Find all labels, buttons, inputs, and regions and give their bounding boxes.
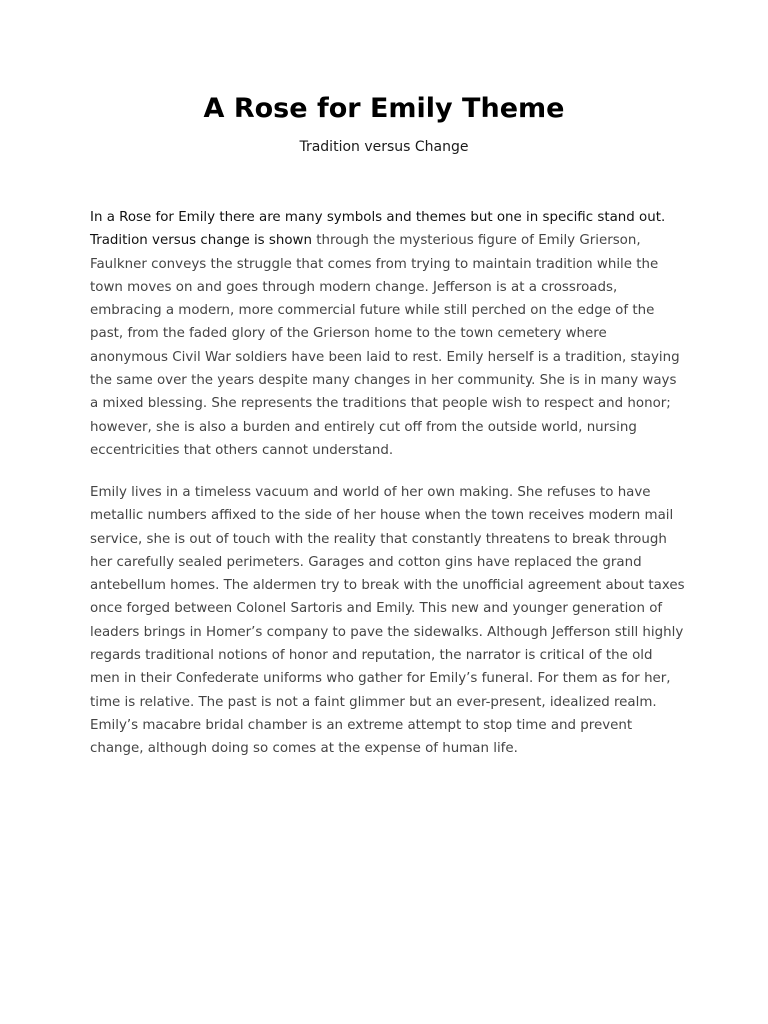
paragraph-1 — [90, 206, 685, 462]
paragraph-1-lead: In a Rose for Emily there are many symbols and themes but one in specific stand out. Tradition versus change is shown — [90, 210, 666, 249]
document-title: A Rose for Emily Theme — [203, 93, 565, 124]
paragraph-2: Emily lives in a timeless vacuum and world of her own making. She refuses to have metallic numbers affixed to the side of her house when the town receives modern mail service, she is out of touch with the reality that constantly threatens to break through her carefully sealed perimeters. Garages and cotton gins have replaced the grand antebellum homes. The aldermen try to break with the unofficial agreement about taxes once forged between Colonel Sartoris and Emily. This new and younger generation of leaders brings in Homer’s company to pave the sidewalks. Although Jefferson still highly regards traditional notions of honor and reputation, the narrator is critical of the old men in their Confederate uniforms who gather for Emily’s funeral. For them as for her, time is relative. The past is not a faint glimmer but an ever-present, idealized realm. Emily’s macabre bridal chamber is an extreme attempt to stop time and prevent change, although doing so comes at the expense of human life. — [90, 485, 685, 757]
document-subtitle: Tradition versus Change — [299, 139, 469, 155]
paragraph-1-text: through the mysterious figure of Emily Grierson, Faulkner conveys the struggle that comes from trying to maintain tradition while the town moves on and goes through modern change. Jefferson is at a crossroads, embracing a modern, more commercial future while still perched on the edge of the past, from the faded glory of the Grierson home to the town cemetery where anonymous Civil War soldiers have been laid to rest. Emily herself is a tradition, staying the same over the years despite many changes in her community. She is in many ways a mixed blessing. She represents the traditions that people wish to respect and honor; however, she is also a burden and entirely cut off from the outside world, nursing eccentricities that others cannot understand. — [90, 233, 680, 458]
